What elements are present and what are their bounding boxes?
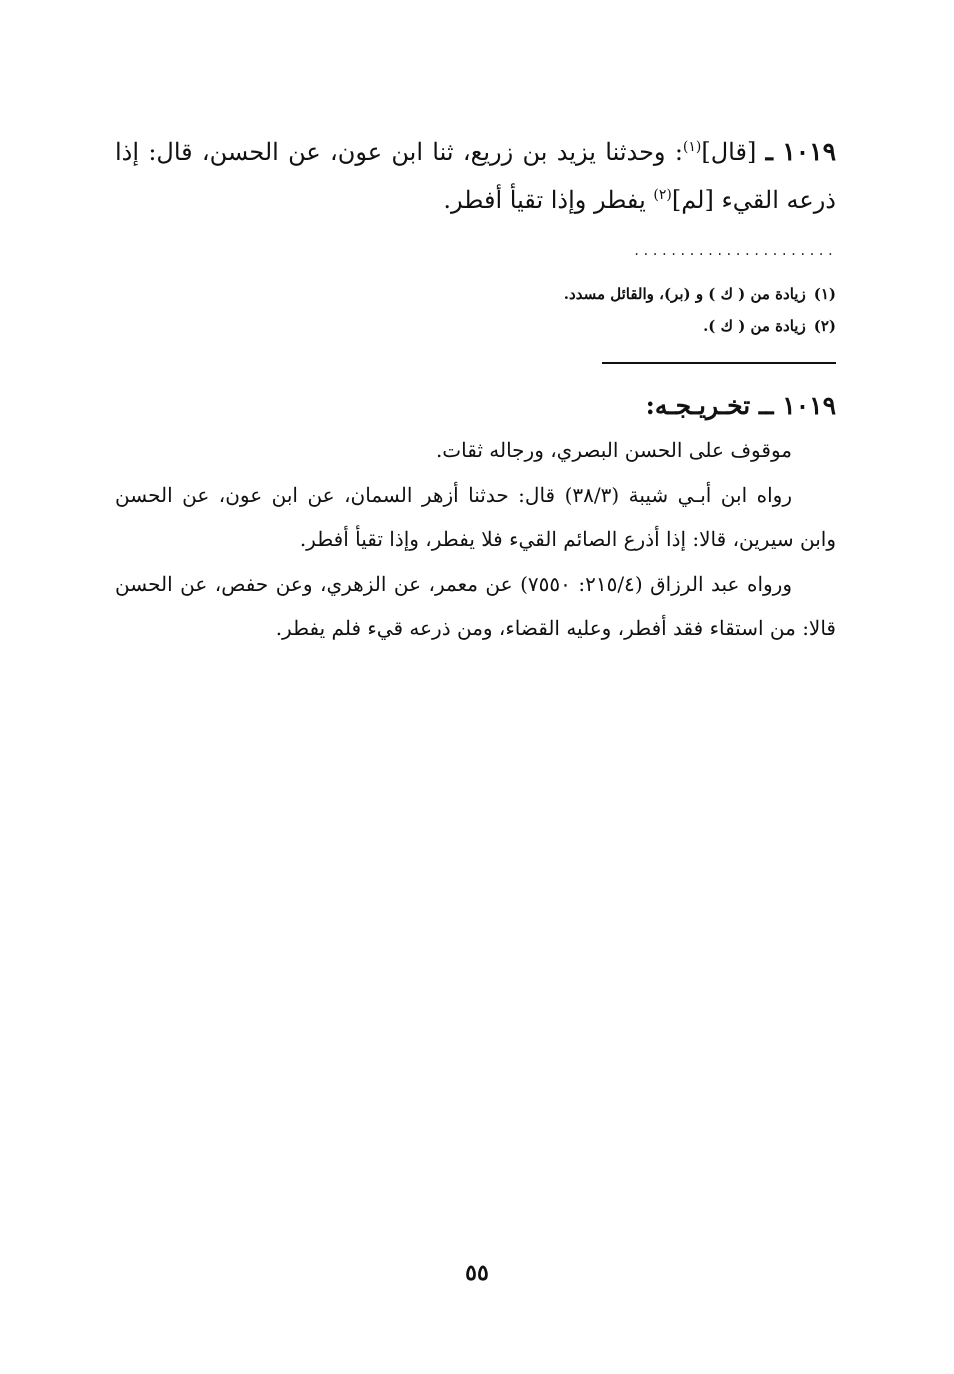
footnote-text: زيادة من ( ك ). [703,317,806,335]
footnote-ref-2: (٢) [653,187,672,203]
hadith-text-part1: [قال] [701,138,757,166]
section-divider [602,362,836,364]
footnote-number: (٢) [813,317,836,335]
footnote-2 [300,310,836,342]
footnote-ref-1: (١) [682,139,702,155]
takhrij-body [115,428,836,651]
hadith-text-part3: يفطر وإذا تقيأ أفطر. [443,186,654,214]
hadith-dash: ـ [765,137,773,166]
page-number: ٥٥ [465,1260,489,1286]
takhrij-paragraph: رواه ابن أبـي شيبة (٣٨/٣) قال: حدثنا أزهر السمان، عن ابن عون، عن الحسن وابن سيرين، قالا: إذا أذرع الصائم القيء فلا يفطر، وإذا تقيأ أفطر. [115,482,836,551]
hadith-text [115,128,836,224]
hadith-text-part2: : وحدثنا يزيد بن زريع، ثنا ابن عون، عن الحسن، قال: إذا ذرعه القيء [لم] [115,138,836,214]
footnotes [300,278,836,342]
dotted-separator: ...................... [633,244,836,258]
takhrij-heading: ١٠١٩ ــ تخـريـجـه: [645,391,836,420]
takhrij-paragraph: ورواه عبد الرزاق (٢١٥/٤: ٧٥٥٠) عن معمر، عن الزهري، وعن حفص، عن الحسن قالا: من استقاء فقد أفطر، وعليه القضاء، ومن ذرعه قيء فلم يفطر. [115,571,836,640]
takhrij-paragraph: موقوف على الحسن البصري، ورجاله ثقات. [435,438,792,462]
footnote-number: (١) [813,285,836,303]
footnote-1 [300,278,836,310]
hadith-number: ١٠١٩ [782,137,836,166]
footnote-text: زيادة من ( ك ) و (بر)، والقائل مسدد. [563,285,806,303]
